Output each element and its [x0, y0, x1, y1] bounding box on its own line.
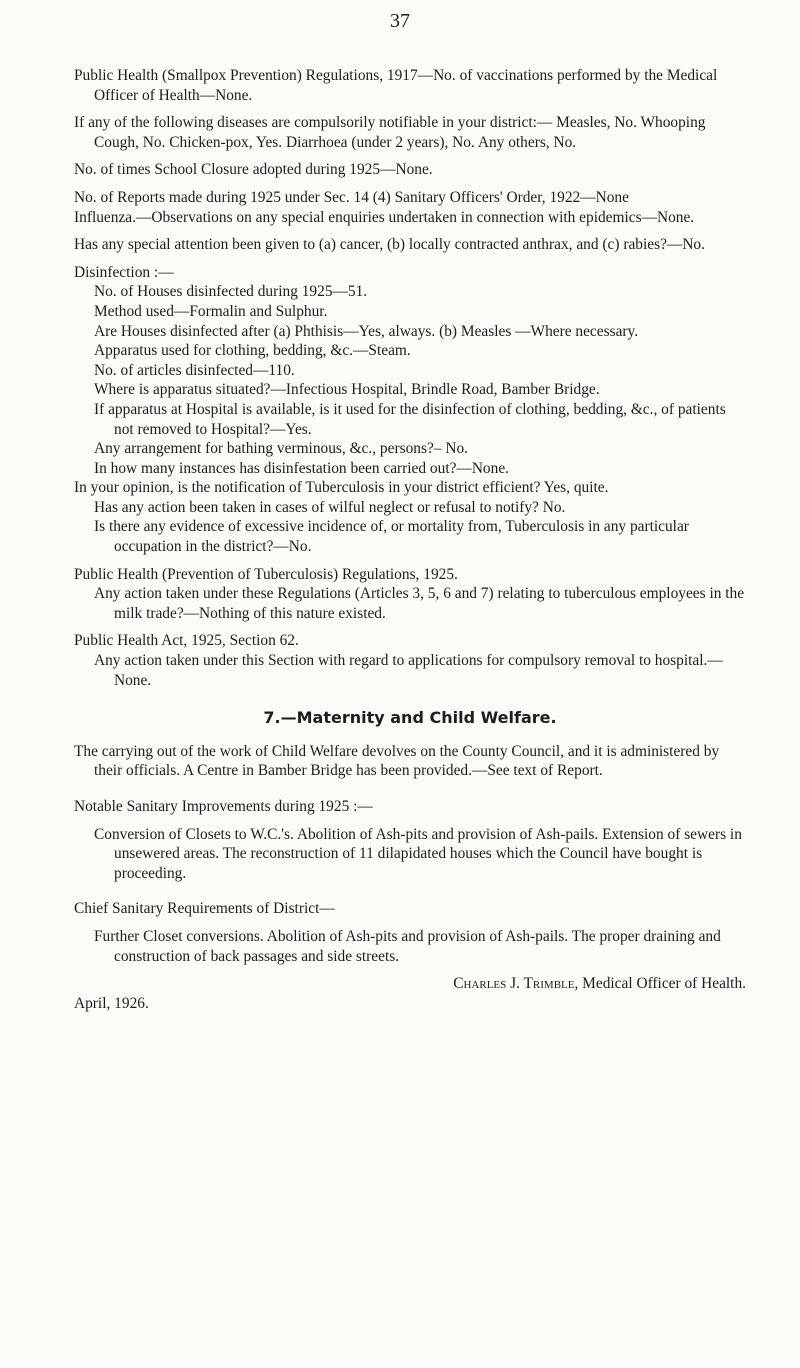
improvements-heading: Notable Sanitary Improvements during 1925 :—: [74, 798, 373, 815]
public-health-act-heading: Public Health Act, 1925, Section 62.: [74, 632, 299, 650]
disinfection-heading: Disinfection :—: [74, 263, 174, 281]
apparatus-used: Apparatus used for clothing, bedding, &c.—Steam.: [94, 342, 411, 360]
tuberculosis-notification: In your opinion, is the notification of Tuberculosis in your district efficient? Yes, quite.: [74, 479, 609, 497]
section-heading: 7.—Maternity and Child Welfare.: [263, 708, 557, 728]
document-body: [74, 66, 746, 1013]
signature-line: [74, 974, 746, 994]
school-closure-paragraph: No. of times School Closure adopted during 1925—None.: [74, 161, 433, 179]
articles-disinfected: No. of articles disinfected—110.: [94, 361, 295, 379]
smallpox-paragraph: Public Health (Smallpox Prevention) Regulations, 1917—No. of vaccinations performed by the Medical Officer of Health—None.: [74, 67, 718, 104]
improvements-text: Conversion of Closets to W.C.'s. Abolition of Ash-pits and provision of Ash-pails. Extension of sewers in unsewered areas. The reconstruction of 11 dilapidated houses which the Council have bought is proceeding.: [94, 825, 742, 882]
tb-regulations-heading: Public Health (Prevention of Tuberculosis) Regulations, 1925.: [74, 565, 458, 583]
public-health-act-action: Any action taken under this Section with regard to applications for compulsory removal to hospital.—None.: [94, 652, 723, 689]
reports-paragraph: No. of Reports made during 1925 under Sec. 14 (4) Sanitary Officers' Order, 1922—None: [74, 188, 629, 206]
tb-regulations-action: Any action taken under these Regulations (Articles 3, 5, 6 and 7) relating to tuberculous employees in the milk trade?—Nothing of this nature existed.: [94, 585, 745, 622]
report-date: April, 1926.: [74, 994, 149, 1012]
houses-disinfected: No. of Houses disinfected during 1925—51.: [94, 283, 368, 301]
wilful-neglect: Has any action been taken in cases of wilful neglect or refusal to notify? No.: [94, 498, 566, 516]
disinfestation-instances: In how many instances has disinfestation been carried out?—None.: [94, 459, 509, 477]
bathing-arrangement: Any arrangement for bathing verminous, &c., persons?– No.: [94, 440, 468, 458]
houses-disinfected-after: Are Houses disinfected after (a) Phthisis—Yes, always. (b) Measles —Where necessary.: [94, 322, 639, 340]
apparatus-availability: If apparatus at Hospital is available, is it used for the disinfection of clothing, bedding, &c., of patients not removed to Hospital?—Yes.: [94, 400, 726, 438]
influenza-paragraph: Influenza.—Observations on any special enquiries undertaken in connection with epidemics—None.: [74, 208, 695, 226]
requirements-text: Further Closet conversions. Abolition of Ash-pits and provision of Ash-pails. The proper draining and construction of back passages and side streets.: [94, 927, 721, 965]
special-attention-paragraph: Has any special attention been given to (a) cancer, (b) locally contracted anthrax, and (c) rabies?—No.: [74, 236, 705, 254]
signature-name: Charles J. Trimble: [453, 975, 575, 993]
apparatus-location: Where is apparatus situated?—Infectious Hospital, Brindle Road, Bamber Bridge.: [94, 381, 600, 399]
page-number: 37: [390, 10, 410, 32]
method-used: Method used—Formalin and Sulphur.: [94, 302, 328, 320]
signature-title: , Medical Officer of Health.: [574, 975, 746, 993]
welfare-paragraph: The carrying out of the work of Child Welfare devolves on the County Council, and it is administered by their officials. A Centre in Bamber Bridge has been provided.—See text of Report.: [74, 742, 720, 780]
tuberculosis-occupation: Is there any evidence of excessive incidence of, or mortality from, Tuberculosis in any particular occupation in the district?—No.: [94, 518, 689, 556]
requirements-heading: Chief Sanitary Requirements of District—: [74, 900, 335, 918]
notifiable-diseases-paragraph: If any of the following diseases are compulsorily notifiable in your district:— Measles, No. Whooping Cough, No. Chicken-pox, Yes. Diarrhoea (under 2 years), No. Any others, No.: [74, 114, 706, 151]
